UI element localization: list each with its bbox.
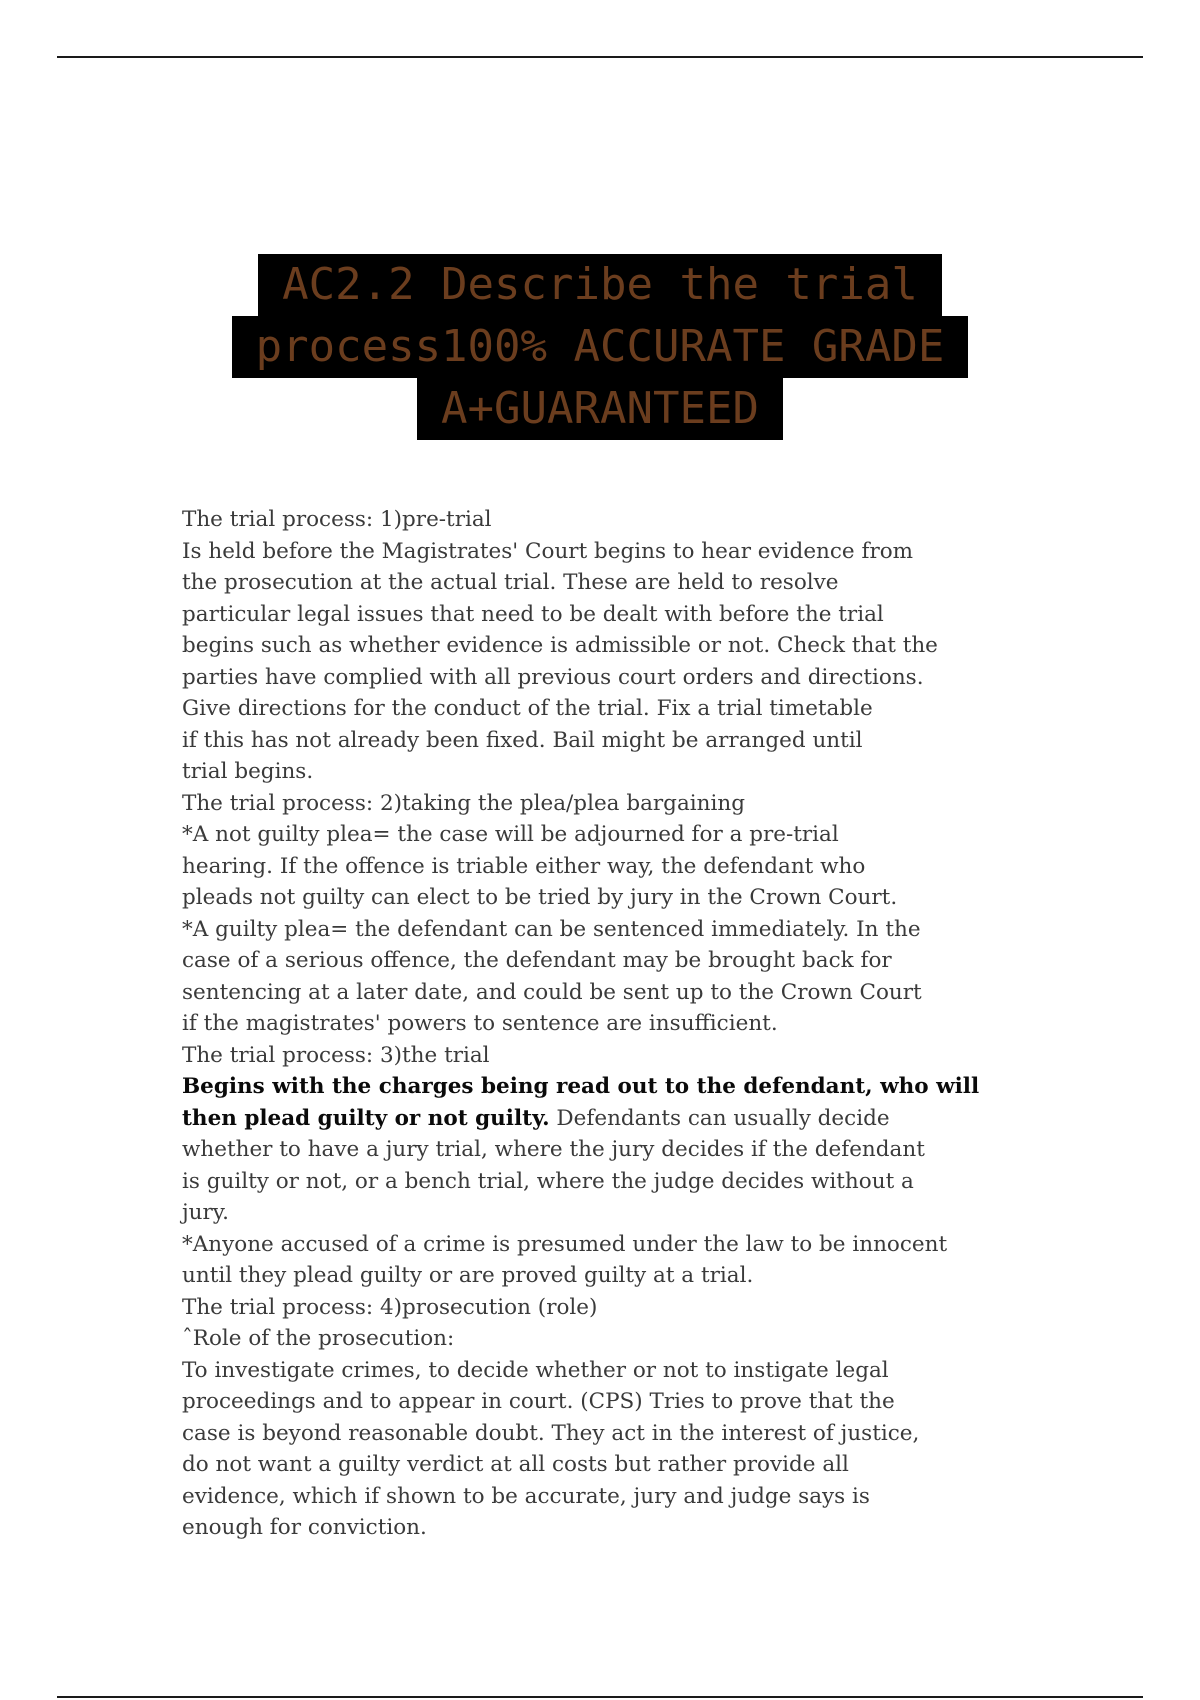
body-line: evidence, which if shown to be accurate, jury and judge says is xyxy=(182,1483,870,1509)
body-line: *A not guilty plea= the case will be adjourned for a pre-trial xyxy=(182,822,839,847)
title-line-3: A+GUARANTEED xyxy=(417,378,783,440)
body-line: if this has not already been fixed. Bail might be arranged until xyxy=(182,727,863,753)
body-line: if the magistrates' powers to sentence are insufficient. xyxy=(182,1011,778,1036)
title-line-1: AC2.2 Describe the trial xyxy=(258,254,942,316)
body-line: parties have complied with all previous court orders and directions. xyxy=(182,664,924,690)
section-heading-prosecution: The trial process: 4)prosecution (role) xyxy=(182,1294,598,1320)
section-heading-trial: The trial process: 3)the trial xyxy=(182,1042,490,1068)
body-line: case of a serious offence, the defendant may be brought back for xyxy=(182,948,892,973)
body-line: proceedings and to appear in court. (CPS) Tries to prove that the xyxy=(182,1389,895,1414)
body-line: begins such as whether evidence is admissible or not. Check that the xyxy=(182,633,938,658)
section-heading-pre-trial: The trial process: 1)pre-trial xyxy=(182,507,492,532)
body-line: Give directions for the conduct of the trial. Fix a trial timetable xyxy=(182,696,873,721)
footer-rule xyxy=(57,1696,1143,1698)
body-line-mixed xyxy=(182,1103,1042,1135)
body-line: do not want a guilty verdict at all costs but rather provide all xyxy=(182,1452,849,1477)
body-bold-span: then plead guilty or not guilty. xyxy=(182,1105,550,1131)
body-line: ˆRole of the prosecution: xyxy=(182,1326,455,1351)
body-line: whether to have a jury trial, where the jury decides if the defendant xyxy=(182,1137,925,1162)
body-line: is guilty or not, or a bench trial, where the judge decides without a xyxy=(182,1168,914,1194)
body-line: case is beyond reasonable doubt. They act in the interest of justice, xyxy=(182,1420,920,1446)
body-line: Is held before the Magistrates' Court begins to hear evidence from xyxy=(182,538,914,564)
body-line: sentencing at a later date, and could be sent up to the Crown Court xyxy=(182,979,922,1005)
document-title xyxy=(0,254,1200,440)
body-line: hearing. If the offence is triable either way, the defendant who xyxy=(182,853,866,879)
body-line: enough for conviction. xyxy=(182,1515,427,1540)
body-line: jury. xyxy=(182,1200,229,1225)
header-rule xyxy=(57,56,1143,58)
body-line-bold: Begins with the charges being read out to the defendant, who will xyxy=(182,1074,980,1099)
body-line: pleads not guilty can elect to be tried by jury in the Crown Court. xyxy=(182,885,898,910)
body-line: particular legal issues that need to be dealt with before the trial xyxy=(182,601,884,627)
title-line-2: process100% ACCURATE GRADE xyxy=(232,316,969,378)
body-span: Defendants can usually decide xyxy=(549,1105,890,1131)
body-line: *Anyone accused of a crime is presumed under the law to be innocent xyxy=(182,1231,948,1257)
section-heading-plea: The trial process: 2)taking the plea/plea bargaining xyxy=(182,790,745,816)
document-body xyxy=(182,504,1042,1544)
body-line: *A guilty plea= the defendant can be sentenced immediately. In the xyxy=(182,916,921,942)
body-line: To investigate crimes, to decide whether or not to instigate legal xyxy=(182,1357,889,1383)
body-line: until they plead guilty or are proved guilty at a trial. xyxy=(182,1263,754,1288)
body-line: the prosecution at the actual trial. These are held to resolve xyxy=(182,570,839,595)
body-line: trial begins. xyxy=(182,759,314,784)
